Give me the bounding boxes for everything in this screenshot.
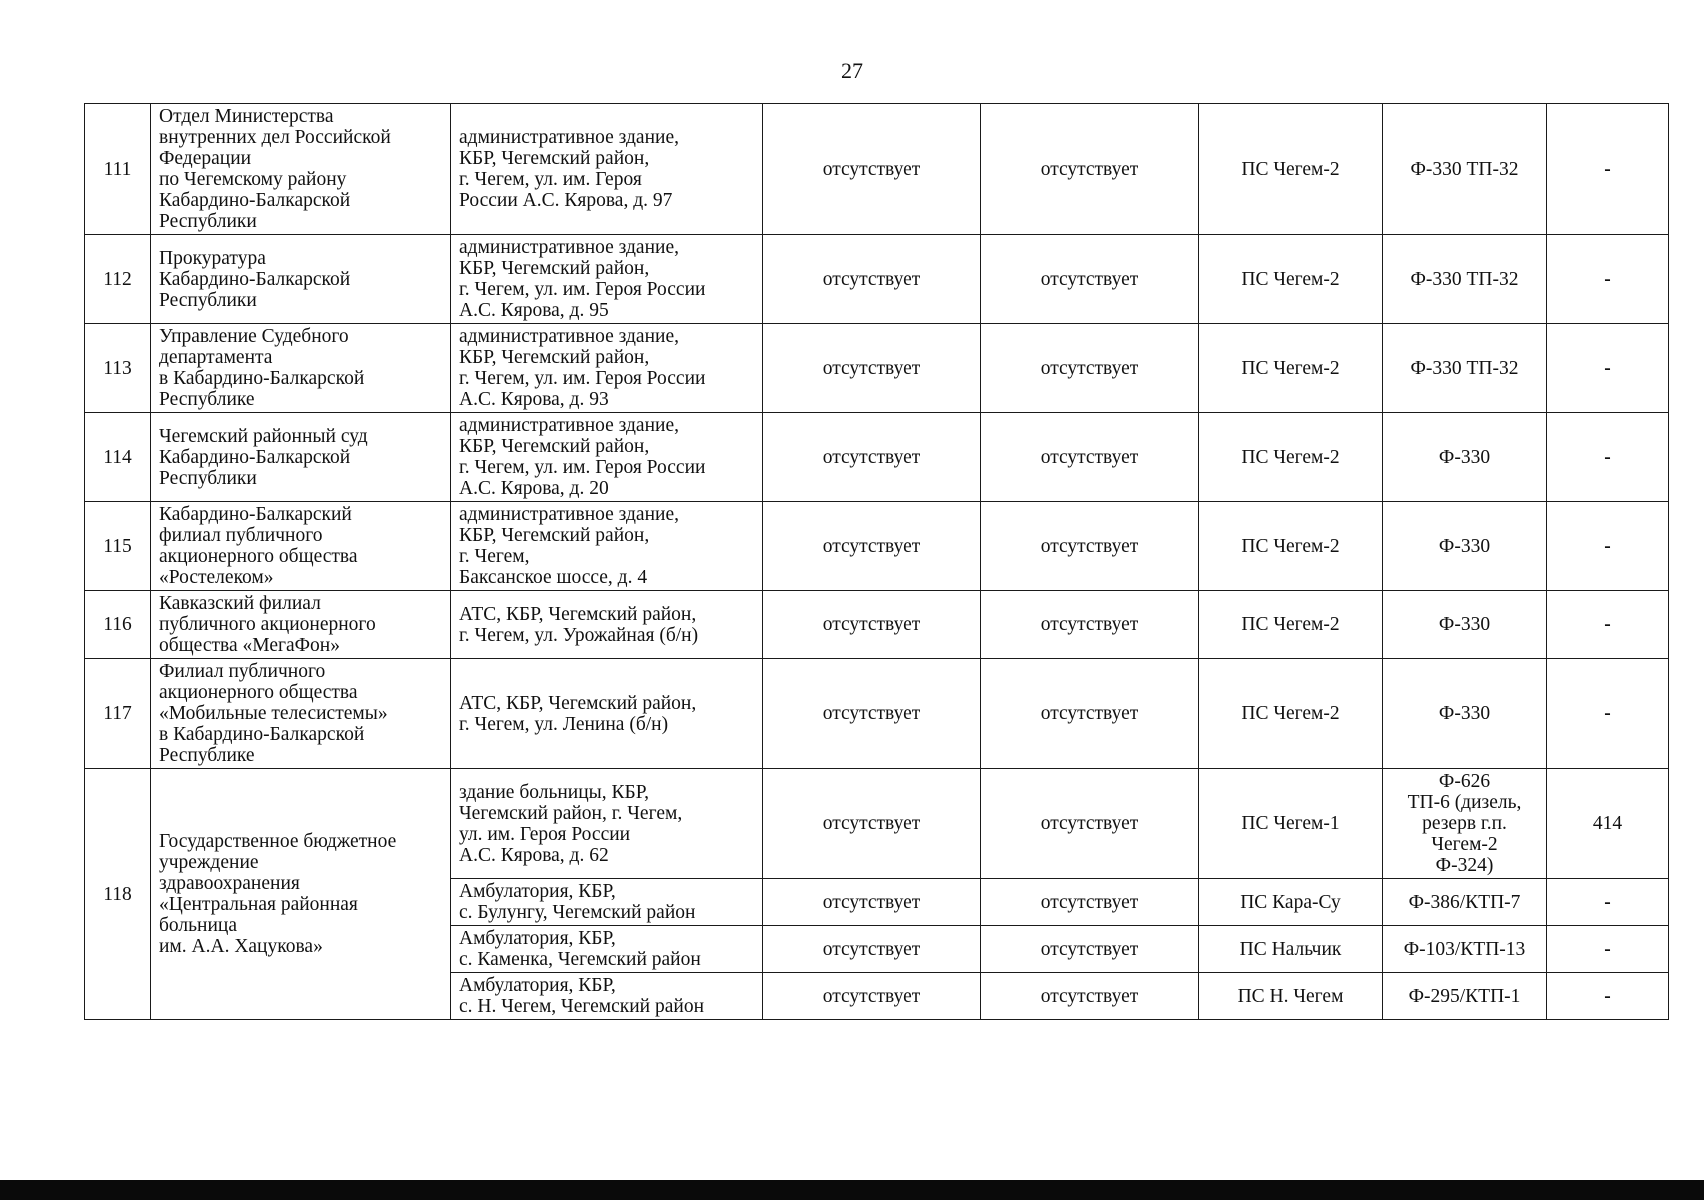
feeder — [1383, 769, 1547, 879]
feeder — [1383, 104, 1547, 235]
substation: ПС Чегем-1 — [1199, 769, 1383, 879]
table-row — [85, 659, 1669, 769]
last-column-value: - — [1547, 324, 1669, 413]
col4-status: отсутствует — [981, 324, 1199, 413]
facility-address-line: административное здание, — [459, 237, 679, 258]
feeder-line: Ф-330 ТП-32 — [1410, 357, 1519, 379]
facility-address-line: г. Чегем, ул. им. Героя России — [459, 279, 706, 300]
last-column-value: - — [1547, 235, 1669, 324]
organization-name-line: Республике — [159, 389, 255, 410]
feeder-line: Ф-330 — [1438, 446, 1491, 468]
organization-name-line: им. А.А. Хацукова» — [159, 936, 323, 957]
feeder-line: Ф-324) — [1435, 855, 1494, 876]
substation: ПС Чегем-2 — [1199, 413, 1383, 502]
organization-name-line: Отдел Министерства — [159, 106, 334, 127]
facility-address-line: г. Чегем, ул. им. Героя России — [459, 368, 706, 389]
organization-name-line: Кабардино-Балкарской — [159, 268, 351, 290]
feeder-line: ТП-6 (дизель, — [1407, 792, 1522, 813]
feeder — [1383, 973, 1547, 1020]
col3-status: отсутствует — [763, 973, 981, 1020]
facility-address-line: Амбулатория, КБР, — [459, 881, 616, 902]
col3-status: отсутствует — [763, 235, 981, 324]
facility-address — [451, 413, 763, 502]
organization-name-line: Кабардино-Балкарской — [159, 190, 351, 211]
facility-address-line: с. Булунгу, Чегемский район — [459, 902, 696, 923]
facility-address — [451, 769, 763, 879]
feeder-line: Ф-330 ТП-32 — [1410, 158, 1519, 180]
facility-address — [451, 879, 763, 926]
last-column-value: - — [1547, 502, 1669, 591]
last-column-value: - — [1547, 926, 1669, 973]
organization-name-line: Управление Судебного — [159, 326, 349, 347]
organization-name-line: Кавказский филиал — [159, 593, 321, 614]
col3-status: отсутствует — [763, 879, 981, 926]
organization-name-line: Федерации — [159, 148, 252, 169]
table-row — [85, 502, 1669, 591]
organization-name-line: Чегемский районный суд — [159, 425, 368, 447]
organization-name-line: Прокуратура — [159, 247, 266, 269]
col3-status: отсутствует — [763, 926, 981, 973]
organization-name-line: Республике — [159, 745, 255, 766]
organization-name-line: в Кабардино-Балкарской — [159, 368, 365, 389]
organization-name-line: Государственное бюджетное — [159, 831, 397, 852]
organization-name-line: по Чегемскому району — [159, 169, 347, 190]
facility-address-line: административное здание, — [459, 504, 679, 525]
organization-name-line: «Мобильные телесистемы» — [159, 703, 388, 724]
organization-name-line: учреждение — [159, 852, 259, 873]
facility-address-line: с. Н. Чегем, Чегемский район — [459, 996, 705, 1017]
last-column-value: 414 — [1547, 769, 1669, 879]
organization-name-line: «Центральная районная — [159, 894, 358, 915]
page-number: 27 — [841, 58, 863, 83]
row-number: 115 — [85, 502, 151, 591]
organization-name-line: филиал публичного — [159, 525, 323, 546]
facility-address-line: КБР, Чегемский район, — [459, 347, 650, 368]
facility-address-line: А.С. Кярова, д. 62 — [459, 844, 609, 866]
organization-name — [151, 502, 451, 591]
table-row — [85, 324, 1669, 413]
facility-address-line: административное здание, — [459, 415, 679, 436]
facility-address — [451, 502, 763, 591]
facility-address-line: здание больницы, КБР, — [459, 781, 650, 803]
row-number: 117 — [85, 659, 151, 769]
col4-status: отсутствует — [981, 879, 1199, 926]
col3-status: отсутствует — [763, 502, 981, 591]
facility-address-line: КБР, Чегемский район, — [459, 525, 650, 546]
feeder — [1383, 413, 1547, 502]
facility-address-line: Чегемский район, г. Чегем, — [459, 802, 683, 824]
organization-name — [151, 235, 451, 324]
col4-status: отсутствует — [981, 502, 1199, 591]
substation: ПС Кара-Су — [1199, 879, 1383, 926]
facility-address-line: г. Чегем, ул. им. Героя — [459, 169, 642, 190]
facility-address-line: г. Чегем, ул. Урожайная (б/н) — [459, 624, 699, 646]
organization-name-line: внутренних дел Российской — [159, 127, 391, 148]
organization-name-line: Кабардино-Балкарской — [159, 446, 351, 468]
feeder — [1383, 926, 1547, 973]
facility-address-line: Амбулатория, КБР, — [459, 928, 616, 949]
facility-address-line: КБР, Чегемский район, — [459, 258, 650, 279]
row-number: 116 — [85, 591, 151, 659]
table-row — [85, 104, 1669, 235]
facility-address — [451, 104, 763, 235]
col4-status: отсутствует — [981, 769, 1199, 879]
substation: ПС Н. Чегем — [1199, 973, 1383, 1020]
facility-address-line: административное здание, — [459, 127, 679, 148]
feeder — [1383, 879, 1547, 926]
row-number: 118 — [85, 769, 151, 1020]
facility-address — [451, 926, 763, 973]
feeder — [1383, 502, 1547, 591]
col3-status: отсутствует — [763, 591, 981, 659]
facility-address-line: АТС, КБР, Чегемский район, — [459, 603, 697, 625]
facility-address — [451, 324, 763, 413]
organization-name-line: Республики — [159, 467, 257, 489]
col4-status: отсутствует — [981, 413, 1199, 502]
substation: ПС Чегем-2 — [1199, 235, 1383, 324]
table-row — [85, 769, 1669, 879]
col4-status: отсутствует — [981, 973, 1199, 1020]
substation: ПС Чегем-2 — [1199, 502, 1383, 591]
facility-address-line: с. Каменка, Чегемский район — [459, 949, 701, 970]
feeder — [1383, 324, 1547, 413]
substation: ПС Чегем-2 — [1199, 324, 1383, 413]
last-column-value: - — [1547, 413, 1669, 502]
organization-name — [151, 591, 451, 659]
facility-address-line: КБР, Чегемский район, — [459, 436, 650, 457]
facility-address-line: А.С. Кярова, д. 95 — [459, 300, 609, 321]
organization-name-line: Республики — [159, 289, 257, 311]
facility-address-line: Амбулатория, КБР, — [459, 975, 616, 996]
organization-name — [151, 769, 451, 1020]
facility-address-line: А.С. Кярова, д. 93 — [459, 389, 609, 410]
facility-address — [451, 591, 763, 659]
facility-address-line: России А.С. Кярова, д. 97 — [459, 190, 673, 211]
table-body — [85, 104, 1669, 1020]
facility-address-line: г. Чегем, ул. Ленина (б/н) — [459, 713, 669, 735]
scan-edge-bar — [0, 1180, 1704, 1200]
facility-address-line: А.С. Кярова, д. 20 — [459, 478, 609, 499]
organization-name-line: Кабардино-Балкарский — [159, 504, 352, 525]
facility-address-line: Баксанское шоссе, д. 4 — [459, 567, 648, 588]
last-column-value: - — [1547, 591, 1669, 659]
last-column-value: - — [1547, 104, 1669, 235]
organization-name — [151, 659, 451, 769]
substation: ПС Чегем-2 — [1199, 659, 1383, 769]
col4-status: отсутствует — [981, 235, 1199, 324]
col3-status: отсутствует — [763, 659, 981, 769]
facility-address-line: административное здание, — [459, 326, 679, 347]
feeder-line: Ф-330 — [1438, 703, 1491, 724]
table-row — [85, 413, 1669, 502]
row-number: 113 — [85, 324, 151, 413]
feeder-line: Ф-626 — [1438, 771, 1491, 792]
organization-name-line: «Ростелеком» — [159, 567, 274, 588]
organization-name-line: публичного акционерного — [159, 614, 376, 635]
facility-address — [451, 235, 763, 324]
feeder — [1383, 235, 1547, 324]
organization-name-line: больница — [159, 915, 237, 936]
row-number: 111 — [85, 104, 151, 235]
feeder-line: Ф-330 ТП-32 — [1410, 268, 1519, 290]
col4-status: отсутствует — [981, 926, 1199, 973]
col4-status: отсутствует — [981, 591, 1199, 659]
facility-address-line: ул. им. Героя России — [459, 823, 631, 845]
substation: ПС Чегем-2 — [1199, 104, 1383, 235]
organization-name-line: Филиал публичного — [159, 661, 326, 682]
feeder-line: Ф-295/КТП-1 — [1408, 985, 1521, 1007]
feeder — [1383, 659, 1547, 769]
organization-name — [151, 104, 451, 235]
last-column-value: - — [1547, 879, 1669, 926]
feeder — [1383, 591, 1547, 659]
table-row — [85, 591, 1669, 659]
feeder-line: Ф-103/КТП-13 — [1403, 938, 1526, 960]
organization-name-line: общества «МегаФон» — [159, 635, 340, 656]
organization-name-line: акционерного общества — [159, 546, 358, 567]
table-row — [85, 235, 1669, 324]
organization-name-line: департамента — [159, 347, 273, 368]
organization-name-line: здравоохранения — [159, 873, 300, 894]
last-column-value: - — [1547, 973, 1669, 1020]
row-number: 112 — [85, 235, 151, 324]
organization-name — [151, 413, 451, 502]
col4-status: отсутствует — [981, 659, 1199, 769]
feeder-line: Ф-330 — [1438, 535, 1491, 557]
organization-name-line: в Кабардино-Балкарской — [159, 724, 365, 745]
substation: ПС Нальчик — [1199, 926, 1383, 973]
organization-name-line: Республики — [159, 211, 257, 232]
col3-status: отсутствует — [763, 104, 981, 235]
facility-address-line: г. Чегем, — [459, 546, 530, 567]
col4-status: отсутствует — [981, 104, 1199, 235]
col3-status: отсутствует — [763, 324, 981, 413]
facility-address — [451, 659, 763, 769]
last-column-value: - — [1547, 659, 1669, 769]
facility-address-line: г. Чегем, ул. им. Героя России — [459, 457, 706, 478]
facility-address — [451, 973, 763, 1020]
facilities-table — [84, 103, 1669, 1020]
facility-address-line: КБР, Чегемский район, — [459, 148, 650, 169]
col3-status: отсутствует — [763, 413, 981, 502]
feeder-line: Чегем-2 — [1431, 834, 1498, 855]
feeder-line: Ф-330 — [1438, 614, 1491, 635]
organization-name-line: акционерного общества — [159, 682, 358, 703]
feeder-line: Ф-386/КТП-7 — [1408, 891, 1521, 913]
substation: ПС Чегем-2 — [1199, 591, 1383, 659]
row-number: 114 — [85, 413, 151, 502]
facility-address-line: АТС, КБР, Чегемский район, — [459, 692, 697, 714]
feeder-line: резерв г.п. — [1422, 813, 1507, 834]
organization-name — [151, 324, 451, 413]
col3-status: отсутствует — [763, 769, 981, 879]
